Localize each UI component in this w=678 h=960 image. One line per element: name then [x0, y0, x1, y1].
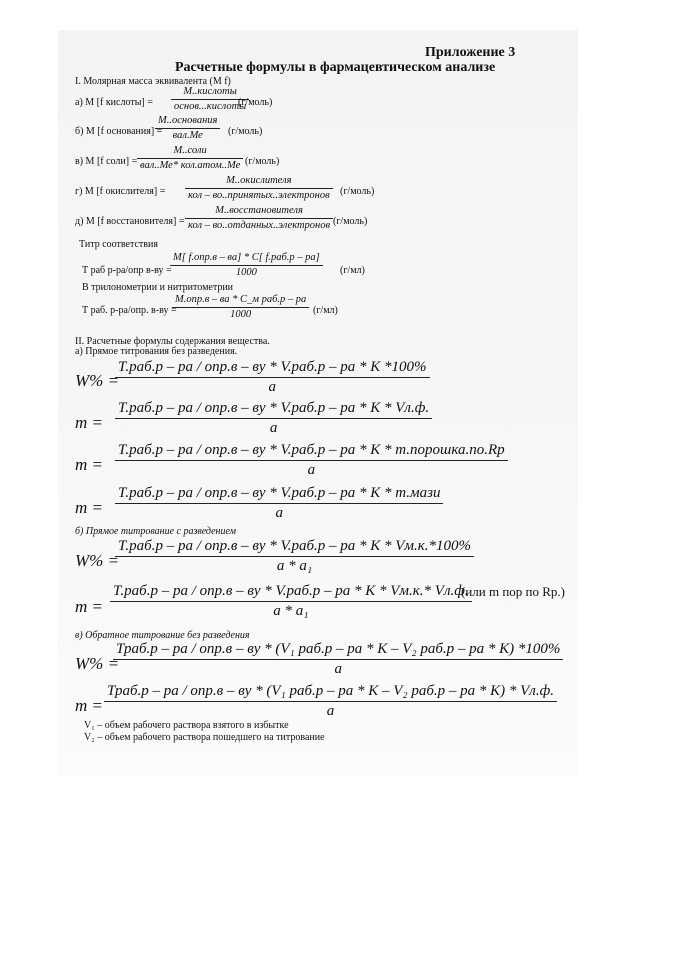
subsection-c-heading: в) Обратное титрование без разведения — [75, 630, 250, 641]
formula-m-powder-numerator: Т.раб.р – ра / опр.в – ву * V.раб.р – ра * К * т.порошка.по.Rp — [118, 442, 505, 458]
formula-m-ointment-fraction — [115, 485, 443, 523]
titer-numerator: M[ f.опр.в – ва] * C[ f.раб.р – ра] — [173, 252, 320, 263]
formula-b-fraction — [155, 115, 220, 142]
formula-m-c-denominator: а — [326, 703, 335, 720]
formula-c-numerator: М..соли — [173, 145, 207, 156]
titer-unit: (г/мл) — [340, 265, 365, 276]
formula-c-denominator: вал..Ме* кол.атом..Ме — [140, 160, 241, 172]
formula-m-ointment-numerator: Т.раб.р – ра / опр.в – ву * V.раб.р – ра * К * т.мази — [118, 485, 441, 501]
formula-W-b-denominator: а * а₁ — [276, 558, 313, 575]
titer-fraction — [170, 252, 323, 279]
trilon-lhs: Т раб. р-ра/опр. в-ву = — [82, 305, 177, 316]
formula-m-b-denominator: а * а₁ — [273, 603, 309, 620]
formula-d-unit: (г/моль) — [340, 186, 375, 197]
formula-d-lhs: г) М [f окислителя] = — [75, 186, 166, 197]
formula-m-powder-denominator: а — [307, 462, 316, 479]
subsection-a-heading: а) Прямое титрования без разведения. — [75, 346, 238, 357]
formula-W-a-numerator: Т.раб.р – ра / опр.в – ву * V.раб.р – ра * К *100% — [118, 359, 427, 375]
formula-d-fraction — [185, 175, 333, 202]
trilon-fraction — [172, 294, 309, 321]
titer-denominator: 1000 — [235, 267, 257, 279]
formula-a-unit: (г/моль) — [238, 97, 273, 108]
formula-a-lhs: а) М [f кислоты] = — [75, 97, 153, 108]
titer-heading: Титр соответствия — [79, 239, 158, 250]
formula-m-b-numerator: Т.раб.р – ра / опр.в – ву * V.раб.р – ра * К * Vм.к.* Vл.ф. — [113, 583, 469, 599]
formula-m-b-note: (или m пор по Rp.) — [461, 584, 566, 599]
formula-m-lf-lhs: m = — [75, 413, 103, 432]
appendix-label: Приложение 3 — [425, 45, 516, 60]
formula-e-lhs: д) М [f восстановителя] = — [75, 216, 185, 227]
formula-m-powder-lhs: m = — [75, 455, 103, 474]
trilon-heading: В трилонометрии и нитритометрии — [82, 282, 234, 293]
formula-W-b-lhs: W% = — [75, 551, 120, 570]
trilon-denominator: 1000 — [230, 309, 252, 321]
section2-heading: II. Расчетные формулы содержания вещества. — [75, 336, 270, 347]
formula-d-denominator: кол – во..принятых..электронов — [188, 190, 330, 202]
trilon-numerator: М.опр.в – ва * C_м раб.р – ра — [175, 294, 307, 305]
formula-b-numerator: М..основания — [158, 115, 218, 126]
formula-m-lf-denominator: а — [269, 420, 278, 437]
note-v1: V₁ – объем рабочего раствора взятого в избытке — [84, 720, 289, 731]
formula-m-c-numerator: Траб.р – ра / опр.в – ву * (V₁ раб.р – ра * К – V₂ раб.р – ра * К) * Vл.ф. — [107, 683, 554, 699]
formula-e-denominator: кол – во..отданных..электронов — [188, 220, 331, 232]
formula-W-c-fraction — [113, 641, 563, 679]
formula-b-denominator: вал.Ме — [172, 130, 203, 142]
formula-a-numerator: М..кислоты — [183, 86, 237, 97]
formula-m-c-lhs: m = — [75, 696, 103, 715]
formula-b-unit: (г/моль) — [228, 126, 263, 137]
formula-W-b-numerator: Т.раб.р – ра / опр.в – ву * V.раб.р – ра * К * Vм.к.*100% — [118, 538, 472, 554]
formula-W-c-numerator: Траб.р – ра / опр.в – ву * (V₁ раб.р – ра * К – V₂ раб.р – ра * К) *100% — [116, 641, 561, 657]
formula-W-b-fraction — [115, 538, 474, 576]
formula-m-lf-fraction — [115, 400, 432, 438]
formula-b-lhs: б) М [f основания] = — [75, 126, 163, 137]
formula-d-numerator: М..окислителя — [226, 175, 292, 186]
formula-W-c-denominator: а — [334, 661, 342, 678]
formula-W-a-denominator: а — [268, 379, 277, 396]
formula-c-lhs: в) М [f соли] = — [75, 156, 138, 167]
formula-m-ointment-denominator: а — [275, 505, 283, 522]
formula-m-ointment-lhs: m = — [75, 498, 103, 517]
page-title: Расчетные формулы в фармацевтическом анализе — [175, 60, 496, 75]
note-v2: V₂ – объем рабочего раствора пошедшего на титрование — [84, 732, 325, 743]
trilon-unit: (г/мл) — [313, 305, 338, 316]
formula-W-a-fraction — [115, 359, 430, 397]
formula-W-a-lhs: W% = — [75, 371, 120, 390]
formula-e-numerator: М..восстановителя — [215, 205, 303, 216]
subsection-b-heading: б) Прямое титрование с разведением — [75, 526, 237, 537]
formula-W-c-lhs: W% = — [75, 654, 120, 673]
formula-m-powder-fraction — [115, 442, 508, 480]
formula-m-lf-numerator: Т.раб.р – ра / опр.в – ву * V.раб.р – ра * К * Vл.ф. — [118, 400, 430, 416]
formula-c-fraction — [137, 145, 243, 172]
formula-m-b-fraction — [110, 583, 472, 621]
formula-m-c-fraction — [104, 683, 557, 721]
formula-e-fraction — [185, 205, 333, 232]
titer-lhs: Т раб р-ра/опр в-ву = — [82, 265, 172, 276]
section1-heading: I. Молярная масса эквивалента (М f) — [75, 76, 231, 87]
formula-c-unit: (г/моль) — [245, 156, 280, 167]
formula-m-b-lhs: m = — [75, 597, 103, 616]
formula-e-unit: (г/моль) — [333, 216, 368, 227]
formula-a-denominator: основ...кислоты — [174, 101, 247, 113]
